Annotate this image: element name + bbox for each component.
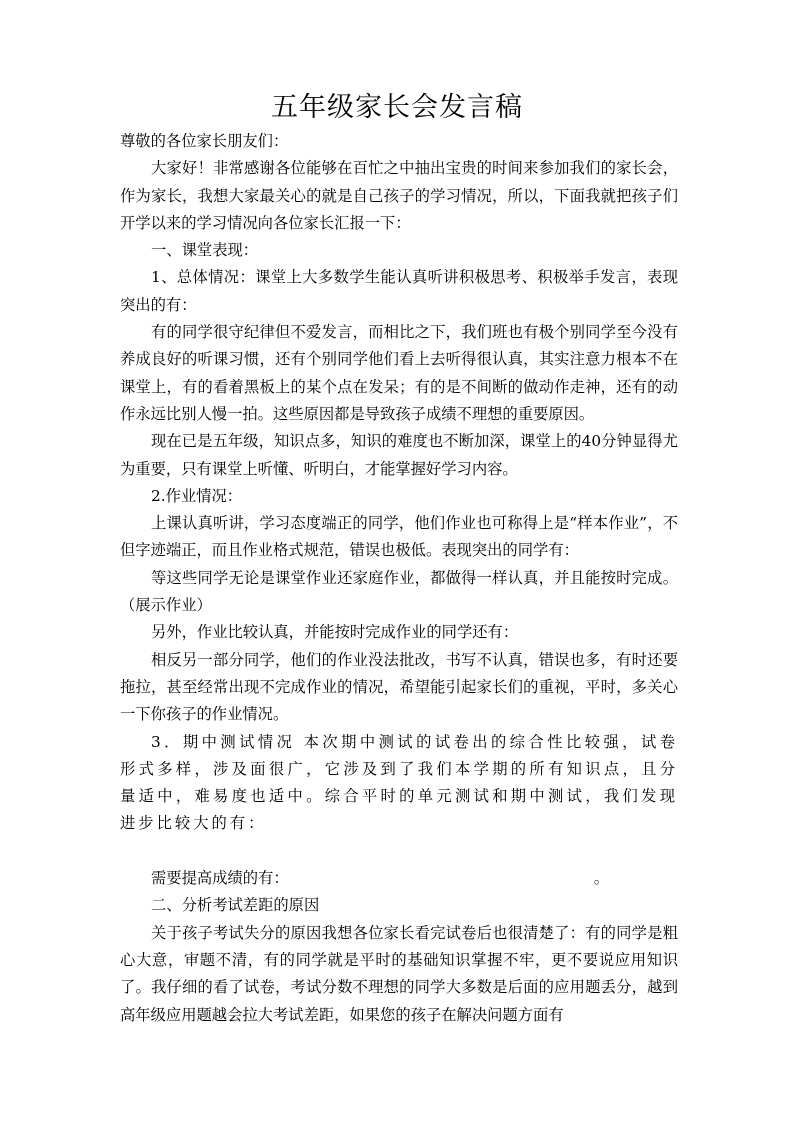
paragraph-homework-others: 另外，作业比较认真，并能按时完成作业的同学还有： [151,623,519,642]
paragraph-homework-complete: 等这些同学无论是课堂作业还家庭作业，都做得一样认真，并且能按时完成。（展示作业） [120,568,678,615]
paragraph-grade-five: 现在已是五年级，知识点多，知识的难度也不断加深，课堂上的40分钟显得尤为重要，只有课堂上听懂、听明白，才能掌握好学习内容。 [120,432,678,478]
paragraph-sample-homework: 上课认真听讲，学习态度端正的同学，他们作业也可称得上是“样本作业”，不但字迹端正，而且作业格式规范，错误也极低。表现突出的同学有： [120,514,678,560]
paragraph-greeting: 大家好！非常感谢各位能够在百忙之中抽出宝贵的时间来参加我们的家长会，作为家长，我想大家最关心的就是自己孩子的学习情况，所以，下面我就把孩子们开学以来的学习情况向各位家长汇报一下： [120,159,678,232]
heading-classroom-performance: 一、课堂表现： [151,241,259,260]
paragraph-listening-habits: 有的同学很守纪律但不爱发言，而相比之下，我们班也有极个别同学至今没有养成良好的听课习惯，还有个别同学他们看上去听得很认真，其实注意力根本不在课堂上，有的看着黑板上的某个点在发呆；有的是不间断的做动作走神，还有的动作永远比别人慢一拍。这些原因都是导致孩子成绩不理想的重要原因。 [120,323,678,423]
paragraph-exam-analysis: 关于孩子考试失分的原因我想各位家长看完试卷后也很清楚了：有的同学是粗心大意，审题不清，有的同学就是平时的基础知识掌握不牢，更不要说应用知识了。我仔细的看了试卷，考试分数不理想的同学大多数是后面的应用题丢分，越到高年级应用题越会拉大考试差距，如果您的孩子在解决问题方面有 [120,923,678,1024]
heading-exam-analysis: 二、分析考试差距的原因 [151,896,320,915]
heading-homework: 2.作业情况： [151,486,243,505]
document-body [120,128,678,1029]
improve-line [120,865,678,892]
paragraph-midterm: 3．期中测试情况 本次期中测试的试卷出的综合性比较强，试卷形式多样，涉及面很广，它涉及到了我们本学期的所有知识点，且分量适中，难易度也适中。综合平时的单元测试和期中测试，我们发现进步比较大的有： [120,732,678,833]
improve-label: 需要提高成绩的有： [151,869,289,888]
salutation: 尊敬的各位家长朋友们： [120,132,289,150]
paragraph-homework-problems: 相反另一部分同学，他们的作业没法批改，书写不认真，错误也多，有时还要拖拉，甚至经常出现不完成作业的情况，希望能引起家长们的重视，平时，多关心一下你孩子的作业情况。 [120,650,678,724]
improve-end: 。 [593,869,609,888]
blank-line [120,838,678,865]
paragraph-overall-situation: 1、总体情况：课堂上大多数学生能认真听讲积极思考、积极举手发言，表现突出的有： [120,268,678,314]
document-title: 五年级家长会发言稿 [271,92,523,123]
